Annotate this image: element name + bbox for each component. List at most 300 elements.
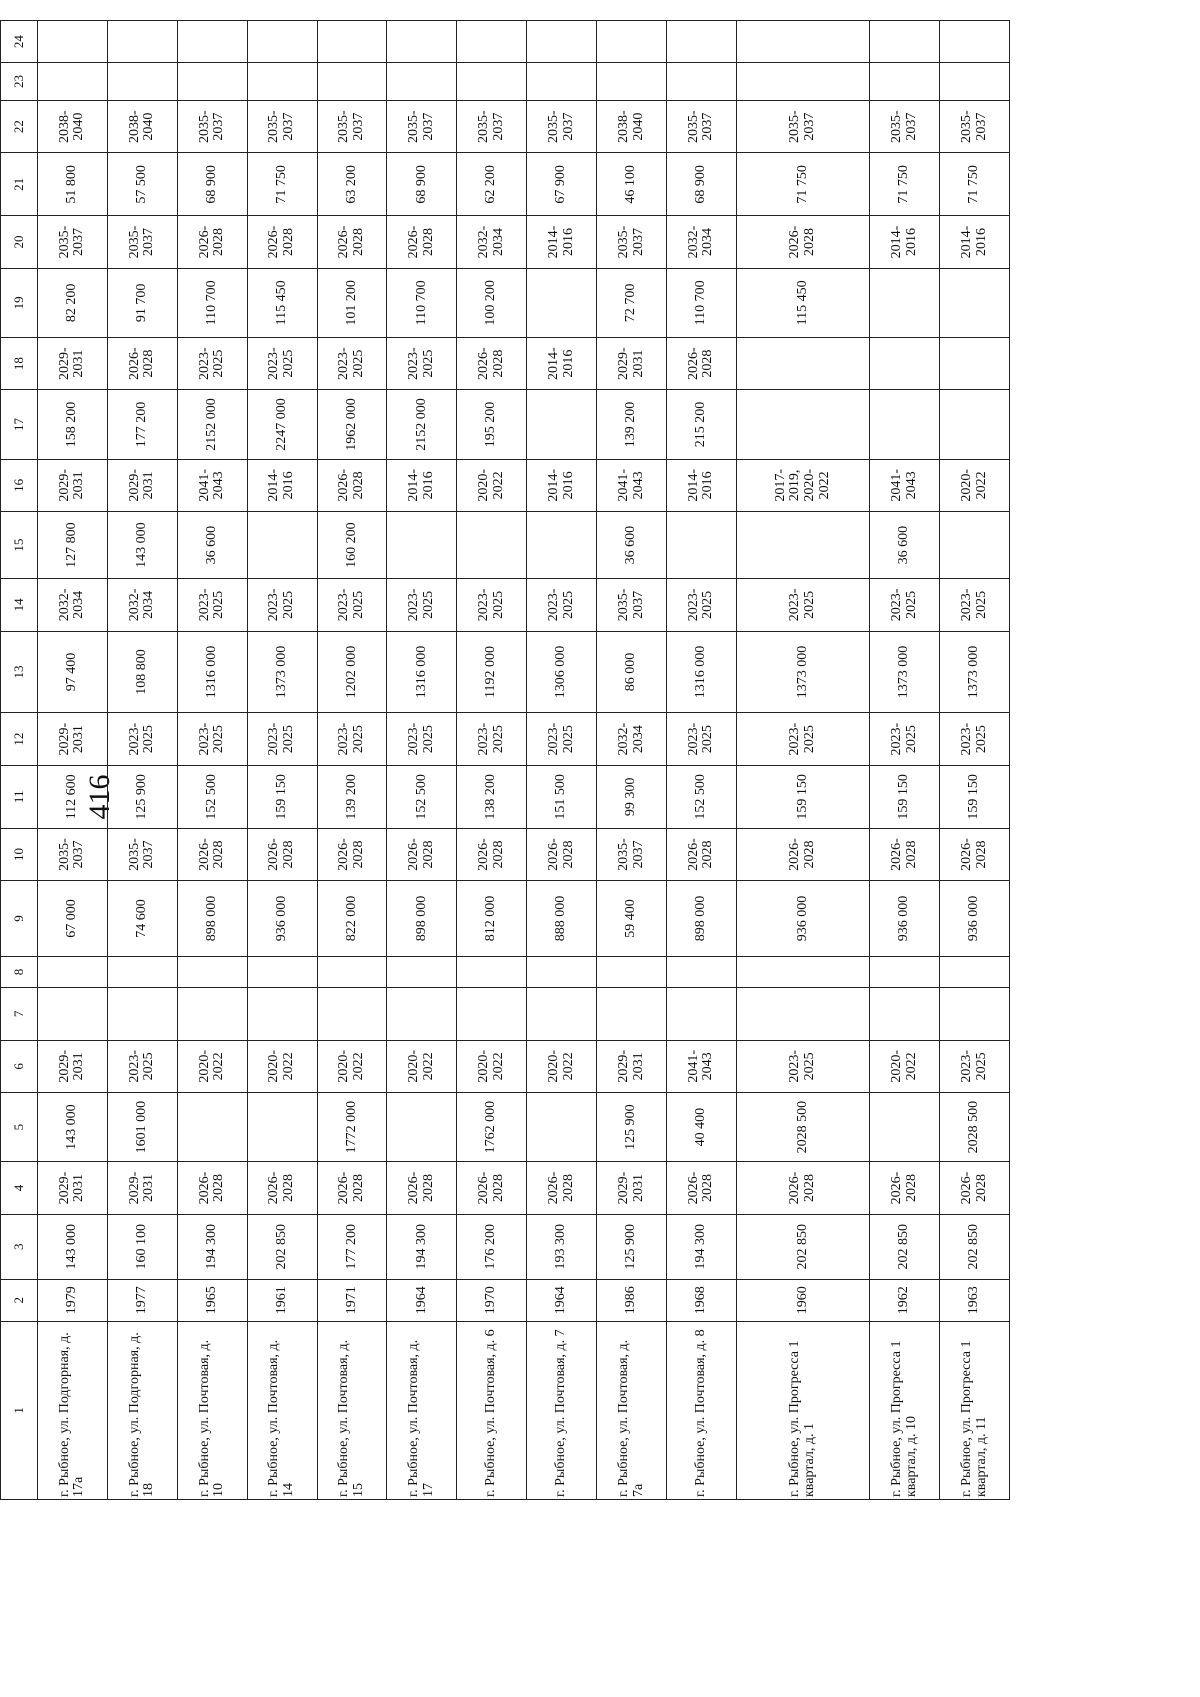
table-cell: 177 200	[107, 390, 177, 459]
table-cell: 1762 000	[457, 1093, 527, 1162]
table-cell	[870, 956, 940, 987]
table-cell: 2014-2016	[247, 459, 317, 511]
table-cell: 46 100	[597, 153, 667, 216]
column-header: 5	[1, 1093, 38, 1162]
table-cell: 36 600	[597, 512, 667, 579]
table-cell: 2020-2022	[457, 1040, 527, 1092]
table-cell: 125 900	[107, 765, 177, 828]
column-header: 15	[1, 512, 38, 579]
table-cell: 1202 000	[317, 631, 387, 713]
table-cell: 68 900	[387, 153, 457, 216]
table-cell	[940, 988, 1010, 1040]
table-cell	[667, 63, 737, 101]
column-header: 17	[1, 390, 38, 459]
table-cell	[387, 988, 457, 1040]
table-row	[457, 21, 527, 1500]
table-cell	[870, 63, 940, 101]
column-header: 2	[1, 1279, 38, 1321]
table-cell: 112 600	[38, 765, 108, 828]
column-header: 9	[1, 881, 38, 957]
table-cell: 2014-2016	[527, 216, 597, 268]
table-cell: 2035-2037	[317, 100, 387, 152]
table-cell: 143 000	[38, 1214, 108, 1279]
table-row	[317, 21, 387, 1500]
table-cell: 2032-2034	[597, 713, 667, 765]
table-cell: 202 850	[247, 1214, 317, 1279]
table-cell: 99 300	[597, 765, 667, 828]
table-cell: 2023-2025	[667, 579, 737, 631]
table-cell: 2035-2037	[38, 828, 108, 880]
table-cell: 2023-2025	[177, 579, 247, 631]
table-cell: 1968	[667, 1279, 737, 1321]
table-cell: 1962	[870, 1279, 940, 1321]
table-cell: 2041-2043	[177, 459, 247, 511]
table-cell	[387, 63, 457, 101]
column-header: 10	[1, 828, 38, 880]
table-cell: 2029-2031	[597, 1040, 667, 1092]
table-cell	[107, 956, 177, 987]
table-cell: 2026-2028	[736, 216, 869, 268]
table-cell	[736, 956, 869, 987]
table-cell: 1316 000	[387, 631, 457, 713]
table-cell: 2035-2037	[527, 100, 597, 152]
column-header: 23	[1, 63, 38, 101]
table-cell: 2035-2037	[940, 100, 1010, 152]
table-cell	[107, 21, 177, 63]
table-cell: 138 200	[457, 765, 527, 828]
table-row	[247, 21, 317, 1500]
table-cell: 159 150	[247, 765, 317, 828]
table-cell: 2023-2025	[457, 579, 527, 631]
table-cell: 2026-2028	[457, 828, 527, 880]
header-row	[1, 21, 38, 1500]
table-cell: 159 150	[736, 765, 869, 828]
table-cell	[940, 63, 1010, 101]
table-cell: 215 200	[667, 390, 737, 459]
table-cell: 2023-2025	[736, 1040, 869, 1092]
table-cell: 2020-2022	[870, 1040, 940, 1092]
table-cell: 67 900	[527, 153, 597, 216]
table-cell: 1772 000	[317, 1093, 387, 1162]
table-cell: 202 850	[870, 1214, 940, 1279]
table-cell: 2032-2034	[107, 579, 177, 631]
table-cell: 2029-2031	[38, 337, 108, 389]
table-cell	[457, 63, 527, 101]
table-cell: 2014-2016	[527, 337, 597, 389]
table-cell: 82 200	[38, 268, 108, 337]
table-cell: 1373 000	[247, 631, 317, 713]
table-cell	[940, 268, 1010, 337]
table-cell: 812 000	[457, 881, 527, 957]
table-cell: 115 450	[247, 268, 317, 337]
table-cell: 2026-2028	[870, 1162, 940, 1214]
table-cell: 1970	[457, 1279, 527, 1321]
table-cell: 1373 000	[736, 631, 869, 713]
table-cell: 2038-2040	[38, 100, 108, 152]
table-cell: 2028 500	[736, 1093, 869, 1162]
table-cell: 2023-2025	[247, 713, 317, 765]
table-cell: 194 300	[667, 1214, 737, 1279]
table-cell: 2029-2031	[107, 459, 177, 511]
table-cell: 71 750	[736, 153, 869, 216]
table-cell	[667, 988, 737, 1040]
table-cell	[247, 512, 317, 579]
table-cell: 2023-2025	[736, 713, 869, 765]
table-cell: 74 600	[107, 881, 177, 957]
table-cell: 1977	[107, 1279, 177, 1321]
column-header: 6	[1, 1040, 38, 1092]
table-cell: 2152 000	[177, 390, 247, 459]
table-cell: 152 500	[667, 765, 737, 828]
table-cell	[527, 390, 597, 459]
table-cell: 2026-2028	[247, 828, 317, 880]
table-cell: 2038-2040	[597, 100, 667, 152]
table-cell	[527, 268, 597, 337]
table-cell: 2026-2028	[527, 828, 597, 880]
table-cell: 2029-2031	[597, 337, 667, 389]
table-cell: 152 500	[177, 765, 247, 828]
table-cell	[870, 21, 940, 63]
table-cell: 2029-2031	[38, 459, 108, 511]
table-cell: 1316 000	[667, 631, 737, 713]
table-cell: 1306 000	[527, 631, 597, 713]
table-cell	[38, 63, 108, 101]
table-cell: 1965	[177, 1279, 247, 1321]
table-cell: 110 700	[667, 268, 737, 337]
table-cell: 898 000	[177, 881, 247, 957]
table-cell: 2020-2022	[387, 1040, 457, 1092]
table-cell: 2023-2025	[387, 337, 457, 389]
table-cell	[736, 512, 869, 579]
page-number: 416	[83, 774, 116, 820]
table-cell	[527, 63, 597, 101]
table-row	[667, 21, 737, 1500]
table-cell: 139 200	[317, 765, 387, 828]
column-header: 8	[1, 956, 38, 987]
table-cell	[457, 988, 527, 1040]
table-cell: 71 750	[247, 153, 317, 216]
table-cell	[940, 337, 1010, 389]
table-cell: 68 900	[177, 153, 247, 216]
table-cell: 936 000	[247, 881, 317, 957]
column-header: 12	[1, 713, 38, 765]
table-cell: 2023-2025	[940, 1040, 1010, 1092]
table-cell: 193 300	[527, 1214, 597, 1279]
table-cell: 2026-2028	[387, 828, 457, 880]
table-cell: 100 200	[457, 268, 527, 337]
table-row	[387, 21, 457, 1500]
table-cell: 72 700	[597, 268, 667, 337]
table-cell	[736, 390, 869, 459]
table-cell: 2035-2037	[457, 100, 527, 152]
address-cell: г. Рыбное, ул. Почтовая, д. 17	[387, 1321, 457, 1499]
table-cell: 1971	[317, 1279, 387, 1321]
table-cell	[177, 1093, 247, 1162]
table-cell: 2035-2037	[870, 100, 940, 152]
table-cell	[527, 512, 597, 579]
table-cell: 40 400	[667, 1093, 737, 1162]
table-cell: 159 150	[870, 765, 940, 828]
column-header: 20	[1, 216, 38, 268]
table-cell	[177, 21, 247, 63]
column-header: 18	[1, 337, 38, 389]
table-cell: 2026-2028	[317, 828, 387, 880]
table-cell	[870, 390, 940, 459]
address-cell: г. Рыбное, ул. Прогресса 1 квартал, д. 11	[940, 1321, 1010, 1499]
table-cell: 159 150	[940, 765, 1010, 828]
table-cell: 51 800	[38, 153, 108, 216]
column-header: 7	[1, 988, 38, 1040]
address-cell: г. Рыбное, ул. Подгорная, д. 18	[107, 1321, 177, 1499]
table-cell: 108 800	[107, 631, 177, 713]
table-cell	[527, 988, 597, 1040]
table-cell: 1601 000	[107, 1093, 177, 1162]
table-cell: 2026-2028	[736, 1162, 869, 1214]
table-cell: 2035-2037	[597, 216, 667, 268]
table-cell: 101 200	[317, 268, 387, 337]
table-cell	[317, 988, 387, 1040]
table-cell: 2026-2028	[317, 1162, 387, 1214]
table-cell: 2035-2037	[667, 100, 737, 152]
table-row	[107, 21, 177, 1500]
table-cell: 2032-2034	[667, 216, 737, 268]
table-row	[177, 21, 247, 1500]
table-cell	[597, 956, 667, 987]
table-cell: 63 200	[317, 153, 387, 216]
table-cell: 2041-2043	[597, 459, 667, 511]
address-cell: г. Рыбное, ул. Подгорная, д. 17а	[38, 1321, 108, 1499]
address-cell: г. Рыбное, ул. Прогресса 1 квартал, д. 1	[736, 1321, 869, 1499]
table-cell: 143 000	[107, 512, 177, 579]
table-cell	[940, 21, 1010, 63]
table-cell: 2014-2016	[667, 459, 737, 511]
table-cell: 2026-2028	[387, 1162, 457, 1214]
table-cell: 2023-2025	[527, 579, 597, 631]
table-cell: 1963	[940, 1279, 1010, 1321]
table-cell: 2020-2022	[527, 1040, 597, 1092]
table-cell	[38, 21, 108, 63]
table-cell	[317, 956, 387, 987]
column-header: 11	[1, 765, 38, 828]
table-cell: 110 700	[177, 268, 247, 337]
table-cell	[736, 63, 869, 101]
table-cell: 2026-2028	[317, 459, 387, 511]
table-cell	[940, 390, 1010, 459]
table-cell: 2026-2028	[387, 216, 457, 268]
table-cell: 68 900	[667, 153, 737, 216]
table-cell: 36 600	[177, 512, 247, 579]
table-cell	[387, 956, 457, 987]
table-row	[940, 21, 1010, 1500]
table-cell: 2035-2037	[597, 579, 667, 631]
table-cell: 2041-2043	[667, 1040, 737, 1092]
table-cell	[387, 1093, 457, 1162]
table-cell: 2023-2025	[107, 1040, 177, 1092]
table-cell: 86 000	[597, 631, 667, 713]
table-cell: 2023-2025	[940, 579, 1010, 631]
table-cell: 2026-2028	[247, 1162, 317, 1214]
table-cell: 2035-2037	[107, 216, 177, 268]
table-cell: 2026-2028	[177, 828, 247, 880]
table-cell	[177, 956, 247, 987]
table-cell: 2032-2034	[457, 216, 527, 268]
table-cell	[247, 63, 317, 101]
table-cell: 97 400	[38, 631, 108, 713]
table-cell: 2023-2025	[317, 713, 387, 765]
table-row	[597, 21, 667, 1500]
table-cell	[387, 21, 457, 63]
table-row	[870, 21, 940, 1500]
table-cell: 1316 000	[177, 631, 247, 713]
table-cell	[457, 512, 527, 579]
table-cell: 1373 000	[870, 631, 940, 713]
table-cell: 176 200	[457, 1214, 527, 1279]
table-cell: 91 700	[107, 268, 177, 337]
table-cell: 2029-2031	[38, 713, 108, 765]
table-cell: 2247 000	[247, 390, 317, 459]
table-cell: 2026-2028	[736, 828, 869, 880]
table-cell: 2028 500	[940, 1093, 1010, 1162]
table-cell: 2014-2016	[527, 459, 597, 511]
table-cell: 2023-2025	[247, 579, 317, 631]
table-cell: 71 750	[870, 153, 940, 216]
table-row	[38, 21, 108, 1500]
column-header: 22	[1, 100, 38, 152]
table-cell	[38, 988, 108, 1040]
address-cell: г. Рыбное, ул. Почтовая, д. 7	[527, 1321, 597, 1499]
column-header: 1	[1, 1321, 38, 1499]
table-cell	[667, 956, 737, 987]
column-header: 16	[1, 459, 38, 511]
table-cell: 2023-2025	[387, 579, 457, 631]
table-cell: 1964	[527, 1279, 597, 1321]
table-cell: 139 200	[597, 390, 667, 459]
table-cell: 177 200	[317, 1214, 387, 1279]
table-cell: 2023-2025	[457, 713, 527, 765]
table-cell: 57 500	[107, 153, 177, 216]
table-cell: 2017-2019, 2020-2022	[736, 459, 869, 511]
table-cell	[870, 988, 940, 1040]
address-cell: г. Рыбное, ул. Почтовая, д. 7а	[597, 1321, 667, 1499]
table-cell: 2023-2025	[317, 579, 387, 631]
table-cell: 2026-2028	[870, 828, 940, 880]
table-cell: 2014-2016	[940, 216, 1010, 268]
table-cell: 2029-2031	[107, 1162, 177, 1214]
table-cell: 2023-2025	[870, 713, 940, 765]
address-cell: г. Рыбное, ул. Почтовая, д. 15	[317, 1321, 387, 1499]
table-cell: 194 300	[177, 1214, 247, 1279]
table-cell	[387, 512, 457, 579]
table-cell	[940, 956, 1010, 987]
table-cell	[870, 1093, 940, 1162]
table-cell	[527, 21, 597, 63]
address-cell: г. Рыбное, ул. Прогресса 1 квартал, д. 10	[870, 1321, 940, 1499]
table-cell	[177, 988, 247, 1040]
table-cell: 2026-2028	[940, 828, 1010, 880]
table-cell	[597, 21, 667, 63]
table-cell: 2023-2025	[387, 713, 457, 765]
table-cell: 2020-2022	[317, 1040, 387, 1092]
table-cell: 2026-2028	[940, 1162, 1010, 1214]
table-cell: 936 000	[736, 881, 869, 957]
table-cell: 202 850	[940, 1214, 1010, 1279]
table-cell: 160 200	[317, 512, 387, 579]
table-cell: 1964	[387, 1279, 457, 1321]
table-cell: 2029-2031	[597, 1162, 667, 1214]
table-cell: 2026-2028	[457, 337, 527, 389]
table-cell: 202 850	[736, 1214, 869, 1279]
table-cell: 2032-2034	[38, 579, 108, 631]
table-cell: 2023-2025	[736, 579, 869, 631]
table-cell: 2023-2025	[527, 713, 597, 765]
table-cell: 2023-2025	[177, 713, 247, 765]
table-cell: 2026-2028	[667, 828, 737, 880]
table-cell	[597, 63, 667, 101]
table-cell: 2026-2028	[107, 337, 177, 389]
table-cell: 822 000	[317, 881, 387, 957]
table-cell: 898 000	[667, 881, 737, 957]
table-cell: 898 000	[387, 881, 457, 957]
table-cell: 2014-2016	[870, 216, 940, 268]
table-cell	[736, 337, 869, 389]
table-cell	[736, 21, 869, 63]
table-cell: 1373 000	[940, 631, 1010, 713]
table-cell: 125 900	[597, 1093, 667, 1162]
table-cell: 125 900	[597, 1214, 667, 1279]
table-row	[527, 21, 597, 1500]
table-cell: 36 600	[870, 512, 940, 579]
table-cell: 2026-2028	[317, 216, 387, 268]
table-cell: 2026-2028	[667, 1162, 737, 1214]
column-header: 21	[1, 153, 38, 216]
table-cell	[940, 512, 1010, 579]
table-cell: 152 500	[387, 765, 457, 828]
address-cell: г. Рыбное, ул. Почтовая, д. 6	[457, 1321, 527, 1499]
table-cell	[667, 21, 737, 63]
table-cell: 2023-2025	[177, 337, 247, 389]
rotated-table-wrapper	[0, 20, 1010, 1500]
table-cell: 2035-2037	[107, 828, 177, 880]
table-cell	[870, 337, 940, 389]
table-cell: 2152 000	[387, 390, 457, 459]
table-cell: 2035-2037	[177, 100, 247, 152]
table-cell: 2026-2028	[527, 1162, 597, 1214]
table-cell: 2035-2037	[387, 100, 457, 152]
table-row	[736, 21, 869, 1500]
table-cell: 2023-2025	[870, 579, 940, 631]
table-cell: 1961	[247, 1279, 317, 1321]
table-cell: 62 200	[457, 153, 527, 216]
table-cell	[870, 268, 940, 337]
table-cell: 127 800	[38, 512, 108, 579]
table-cell	[667, 512, 737, 579]
table-cell: 2035-2037	[736, 100, 869, 152]
column-header: 13	[1, 631, 38, 713]
table-cell	[247, 988, 317, 1040]
table-cell: 143 000	[38, 1093, 108, 1162]
table-cell: 2026-2028	[247, 216, 317, 268]
table-cell	[736, 988, 869, 1040]
table-cell: 2020-2022	[177, 1040, 247, 1092]
table-cell: 2020-2022	[247, 1040, 317, 1092]
table-cell: 71 750	[940, 153, 1010, 216]
table-cell: 2035-2037	[597, 828, 667, 880]
table-cell: 1979	[38, 1279, 108, 1321]
table-cell: 1960	[736, 1279, 869, 1321]
table-cell: 2029-2031	[38, 1040, 108, 1092]
table-cell	[247, 956, 317, 987]
table-cell: 2014-2016	[387, 459, 457, 511]
